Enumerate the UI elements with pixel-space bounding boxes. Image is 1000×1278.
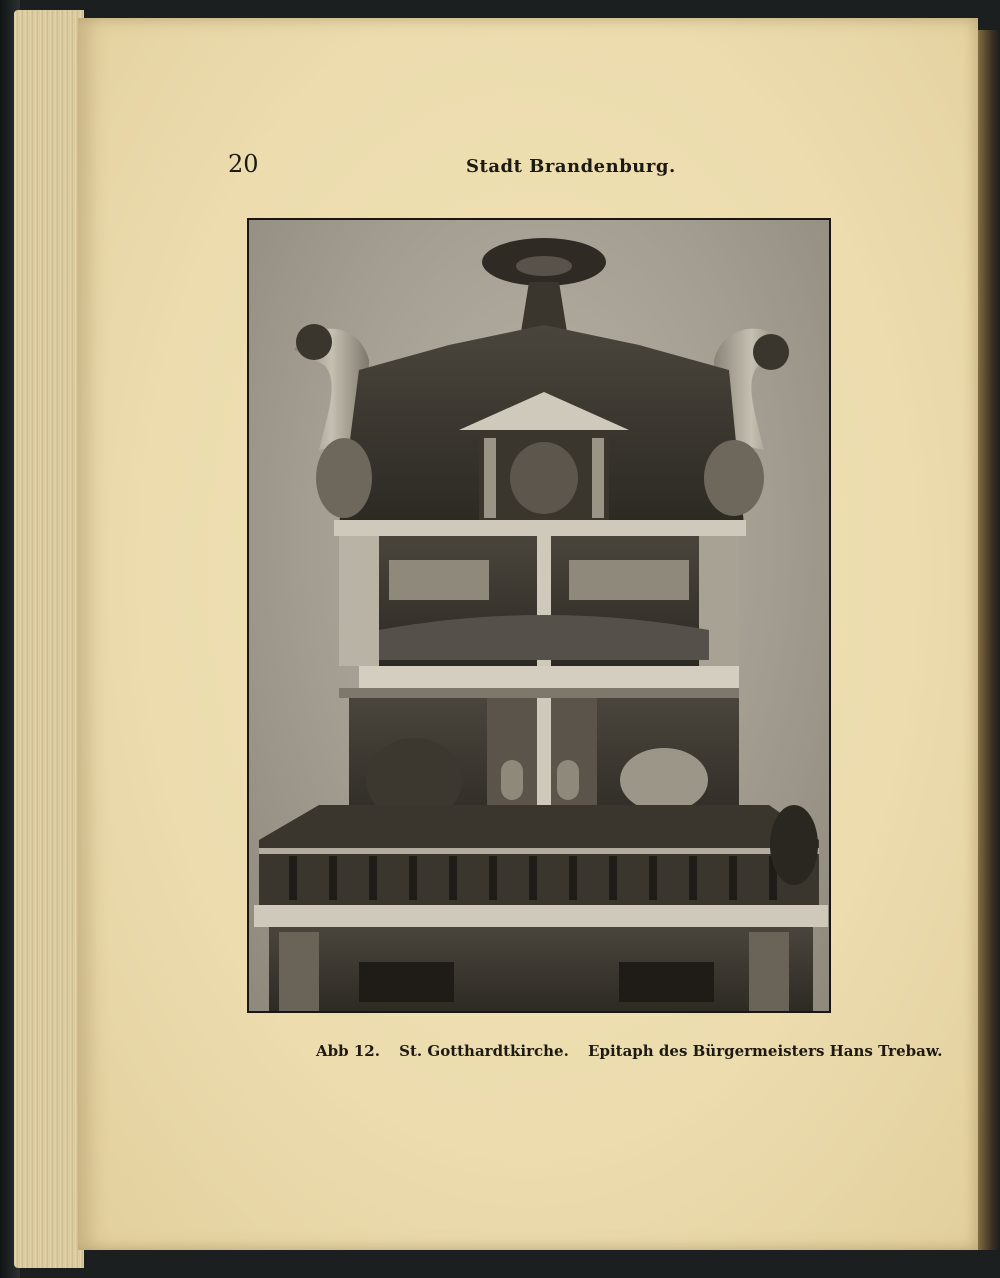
page-number: 20	[228, 150, 259, 178]
page-stack-edge	[14, 10, 84, 1268]
caption-place: St. Gotthardtkirche.	[399, 1042, 569, 1060]
epitaph-photograph	[247, 218, 831, 1013]
figure-caption	[316, 1042, 956, 1060]
running-head: Stadt Brandenburg.	[466, 156, 676, 177]
epitaph-illustration	[249, 220, 831, 1013]
caption-label: Abb 12.	[316, 1042, 380, 1060]
caption-text: Epitaph des Bürgermeisters Hans Trebaw.	[588, 1042, 943, 1060]
